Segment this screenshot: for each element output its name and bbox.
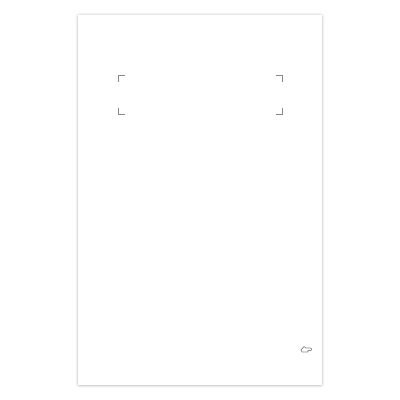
pointing-hand-icon: [300, 345, 312, 353]
statement-form: [78, 15, 322, 385]
ledger-grid: [78, 15, 322, 385]
